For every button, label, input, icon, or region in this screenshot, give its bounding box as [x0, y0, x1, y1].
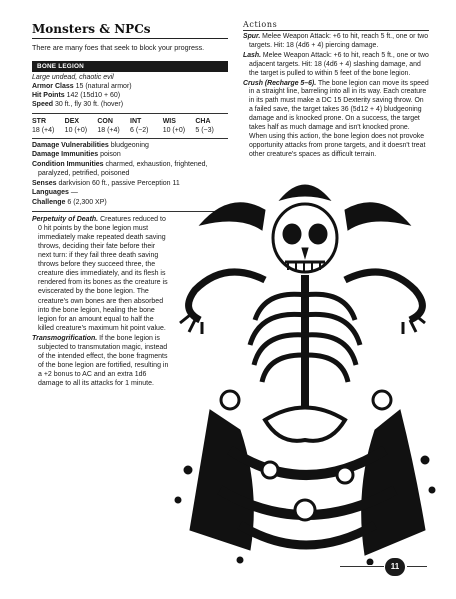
property-damage-immunities	[32, 151, 228, 160]
action-crush	[243, 80, 429, 160]
property-label: Damage Immunities	[32, 151, 99, 159]
property-label: Condition Immunities	[32, 161, 104, 169]
armor-class-value: 15 (natural armor)	[75, 83, 132, 90]
trait-transmogrification	[32, 334, 170, 389]
speed-label: Speed	[32, 101, 54, 109]
action-name: Spur.	[243, 33, 261, 40]
hit-points-line	[32, 91, 228, 100]
action-lash	[243, 52, 429, 79]
property-damage-vulnerabilities	[32, 142, 228, 151]
ability-name: CHA	[195, 117, 211, 125]
property-value: darkvision 60 ft., passive Perception 11	[58, 179, 180, 187]
action-name: Lash.	[243, 51, 261, 59]
ability-dex	[65, 117, 98, 135]
ability-value: 10 (+0)	[64, 126, 88, 134]
trait-text: Creatures reduced to 0 hit points by the bone legion must immediately make repeated death saving throws, deciding their fate before their next turn: if they fail three death saving throws before they succeed three, the creature dies immediately, and its flesh is rendered from its bones as the creature is eviscerated by the bone legion. The creature's own bones are then absorbed into the bone legion, healing the bone legion for an amount equal to half the killed creature's maximum hit point value.	[38, 215, 168, 332]
ability-value: 5 (−3)	[195, 126, 214, 134]
hit-points-value: 142 (15d10 + 60)	[66, 92, 121, 100]
action-text: The bone legion can move its speed in a straight line, barreling into all in its way. Each creature in its path must make a DC 15 Dexterity saving throw. On a failed save, the target takes 36 (5d12 + 4) bludgeoning damage and is knocked prone. On a success, the target takes half as much damage and isn't knocked prone. When using this action, the bone legion does not provoke opportunity attacks from prone targets, and it doesn't treat other creature's spaces as difficult terrain.	[249, 79, 429, 158]
ability-name: INT	[130, 117, 142, 125]
armor-class-label: Armor Class	[32, 83, 74, 90]
trait-name: Perpetuity of Death.	[32, 215, 99, 223]
actions-heading: Actions	[243, 20, 429, 31]
ability-wis	[163, 117, 196, 135]
ability-value: 18 (+4)	[97, 126, 120, 134]
action-text: Melee Weapon Attack: +6 to hit, reach 5 ft., one or two targets. Hit: 18 (4d6 + 4) piercing damage.	[249, 33, 429, 49]
trait-text: If the bone legion is subjected to transmutation magic, instead of the intended effect, the bone fragments of the bone legion are fortified, resulting in a +2 bonus to AC and an extra 1d6 damage to all its attacks for 1 minute.	[38, 334, 169, 388]
ability-con	[97, 117, 130, 135]
action-name: Crush (Recharge 5–6).	[243, 79, 317, 87]
ability-name: WIS	[162, 117, 176, 125]
trait-perpetuity-of-death	[32, 215, 170, 333]
speed-value: 30 ft., fly 30 ft. (hover)	[54, 101, 124, 109]
property-label: Languages	[32, 189, 69, 197]
intro-text: There are many foes that seek to block your progress.	[32, 43, 205, 52]
divider	[32, 113, 228, 114]
ability-int	[130, 117, 163, 135]
ability-scores	[32, 117, 228, 135]
ability-value: 10 (+0)	[162, 126, 186, 134]
property-label: Senses	[32, 179, 57, 187]
property-label: Damage Vulnerabilities	[32, 141, 109, 149]
property-value: —	[70, 189, 78, 197]
statblock-type: Large undead, chaotic evil	[32, 74, 114, 81]
property-value: 6 (2,300 XP)	[67, 199, 107, 207]
ability-name: DEX	[64, 117, 80, 125]
property-value: poison	[100, 151, 121, 159]
statblock-name: BONE LEGION	[32, 61, 228, 72]
action-spur	[243, 33, 429, 51]
section-title: Monsters & NPCs	[32, 22, 228, 39]
divider	[32, 138, 228, 139]
action-text: Melee Weapon Attack: +6 to hit, reach 5 ft., one or two adjacent targets. Hit: 18 (4d6 + 4) slashing damage, and the target is pulled to within 5 feet of the bone legion.	[249, 51, 429, 77]
ability-value: 18 (+4)	[32, 126, 55, 134]
property-value: bludgeoning	[110, 141, 149, 149]
trait-name: Transmogrification.	[32, 334, 98, 342]
footer-rule	[340, 566, 384, 567]
armor-class-line	[32, 82, 228, 91]
property-value: charmed, exhaustion, frightened, paralyzed, petrified, poisoned	[38, 161, 208, 177]
ability-str	[32, 117, 65, 135]
speed-line	[32, 100, 228, 109]
hit-points-label: Hit Points	[32, 92, 65, 100]
footer-rule	[407, 566, 427, 567]
ability-cha	[195, 117, 228, 135]
ability-value: 6 (−2)	[130, 126, 149, 134]
right-column	[243, 20, 429, 161]
ability-name: CON	[97, 117, 113, 125]
bone-legion-skeleton-illustration	[170, 170, 440, 565]
ability-name: STR	[32, 117, 46, 125]
page-number-badge: 11	[385, 558, 405, 576]
traits	[32, 215, 170, 389]
property-label: Challenge	[32, 199, 66, 207]
